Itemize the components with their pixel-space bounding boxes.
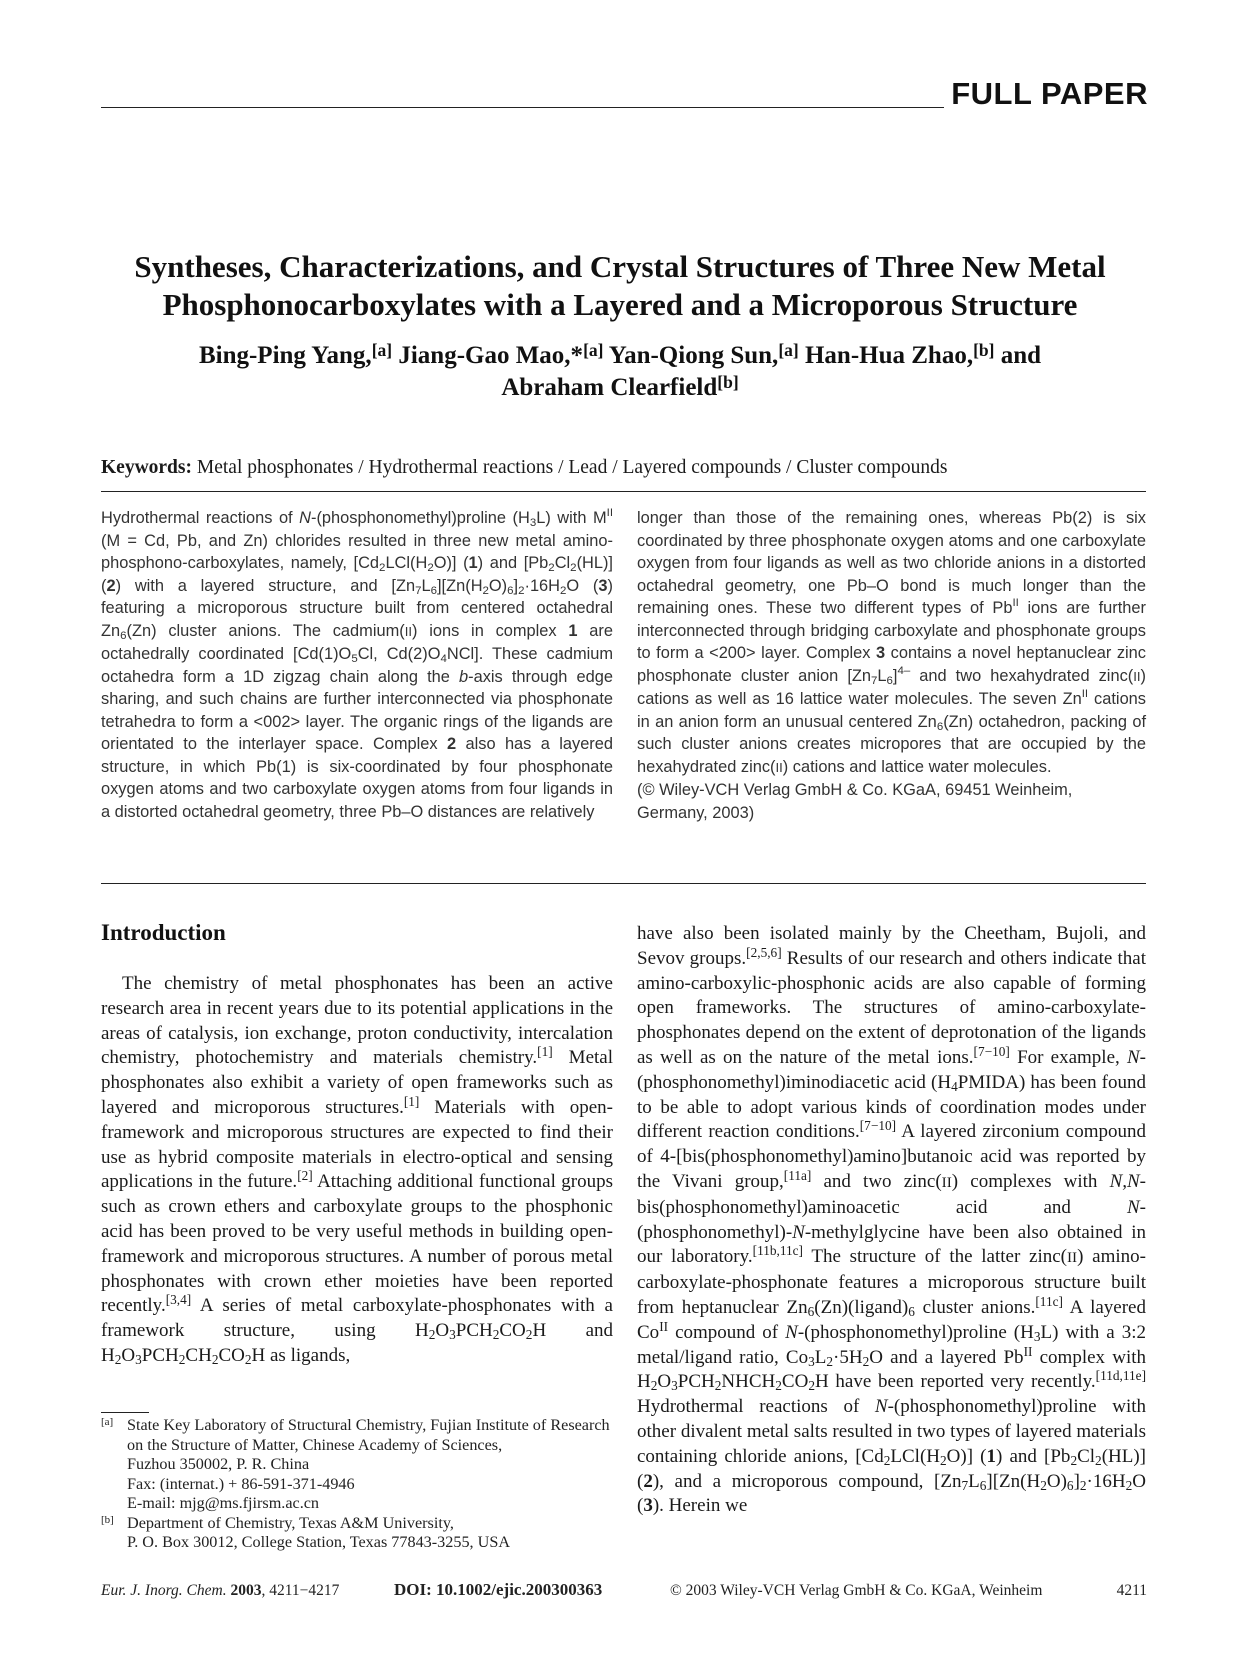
footer-doi: DOI: 10.1002/ejic.200300363: [394, 1580, 603, 1599]
footnote-a-mark: [a]: [101, 1416, 114, 1428]
keywords: [101, 455, 1146, 481]
author-list: [100, 340, 1140, 404]
contact-email: E-mail: mjg@ms.fjirsm.ac.cn: [127, 1494, 320, 1512]
authors-line-1: Bing-Ping Yang,[a] Jiang-Gao Mao,*[a] Yan-Qiong Sun,[a] Han-Hua Zhao,[b] and: [198, 340, 1042, 369]
intro-paragraph: The chemistry of metal phosphonates has been an active research area in recent years due to its potential applications in the areas of catalysis, ion exchange, proton conductivity, intercalation chemistry, photochemistry and materials chemistry.[1] Metal phosphonates also exhibit a variety of open frameworks such as layered and microporous structures.[1] Materials with open-framework and microporous structures are expected to find their use as hybrid composite materials in electro-optical and sensing applications in the future.[2] Attaching additional functional groups such as crown ethers and carboxylate groups to the phosphonic acid has been proved to be very useful methods in building open-framework and microporous structures. A number of porous metal phosphonates with crown ether moieties have been reported recently.[3,4] A series of metal carboxylate-phosphonates with a framework structure, using $H_2O_3PCH_2CO_2H$ and $H_2O_3PCH_2CH_2CO_2H$ as ligands,: [101, 973, 614, 1367]
abstract-top-rule: [101, 491, 1146, 492]
introduction-heading: Introduction: [101, 920, 226, 945]
paper-title: [100, 248, 1140, 324]
footnote-b-mark: [b]: [101, 1513, 114, 1526]
authors-line-2: Abraham Clearfield[b]: [501, 372, 739, 401]
abstract-copyright: (© Wiley-VCH Verlag GmbH & Co. KGaA, 69451 Weinheim, Germany, 2003): [637, 781, 1073, 822]
affiliation-footnotes: [101, 1416, 611, 1553]
footer-copyright: © 2003 Wiley-VCH Verlag GmbH & Co. KGaA, Weinheim: [670, 1582, 1043, 1599]
page-number: 4211: [1116, 1582, 1147, 1599]
abstract-left-column: [101, 507, 613, 823]
footer-citation: Eur. J. Inorg. Chem. 2003, 4211−4217: [101, 1582, 340, 1599]
footnote-b: [b] Department of Chemistry, Texas A&M University, P. O. Box 30012, College Station, Texas 77843-3255, USA: [101, 1514, 611, 1553]
abstract-text-left: Hydrothermal reactions of N-(phosphonomethyl)proline $(H_3L)$ with $M^{II}$ (M = Cd, Pb, and Zn) chlorides resulted in three new metal amino-phosphono-carboxylates, namely, $[Cd_2LCl(H_2O)]$ (1) and $[Pb_2Cl_2(HL)]$ (2) with a layered structure, and $[Zn_7L_6][Zn(H_2O)_6]_2\cdot 16H_2O$ (3) featuring a microporous structure built from centered octahedral $Zn_6(Zn)$ cluster anions. The cadmium(II) ions in complex 1 are octahedrally coordinated [$Cd(1)O_5Cl$, $Cd(2)O_4NCl$]. These cadmium octahedra form a 1D zigzag chain along the b-axis through edge sharing, and such chains are further interconnected via phosphonate tetrahedra to form a <002> layer. The organic rings of the ligands are orientated to the interlayer space. Complex 2 also has a layered structure, in which Pb(1) is six-coordinated by four phosphonate oxygen atoms and two carboxylate oxygen atoms from four ligands in a distorted octahedral geometry, three Pb–O distances are relatively: [101, 507, 614, 821]
keywords-text: Metal phosphonates / Hydrothermal reactions / Lead / Layered compounds / Cluster compounds: [192, 457, 948, 478]
abstract-text-right: longer than those of the remaining ones, whereas Pb(2) is six coordinated by three phosphonate oxygen atoms and one carboxylate oxygen from four ligands as well as two chloride anions in a distorted octahedral geometry, one Pb–O bond is much longer than the remaining ones. These two different types of $Pb^{II}$ ions are further interconnected through bridging carboxylate and phosphonate groups to form a <200> layer. Complex 3 contains a novel heptanuclear zinc phosphonate cluster anion $[Zn_7L_6]^{4-}$ and two hexahydrated zinc(II) cations as well as 16 lattice water molecules. The seven $Zn^{II}$ cations in an anion form an unusual centered $Zn_6(Zn)$ octahedron, packing of such cluster anions creates micropores that are occupied by the hexahydrated zinc(II) cations and lattice water molecules.: [637, 509, 1146, 776]
header-rule: [101, 107, 944, 108]
abstract-right-column: [637, 507, 1146, 824]
body-left-column: [101, 972, 613, 1369]
section-label: FULL PAPER: [951, 76, 1148, 111]
keywords-label: Keywords:: [101, 457, 192, 478]
body-right-column: [637, 922, 1146, 1519]
title-line-1: Syntheses, Characterizations, and Crystal Structures of Three New Metal: [134, 249, 1106, 284]
abstract-bottom-rule: [101, 883, 1146, 884]
intro-paragraph-continued: have also been isolated mainly by the Cheetham, Bujoli, and Sevov groups.[2,5,6] Results of our research and others indicate that amino-carboxylic-phosphonic acids are also capable of forming open frameworks. The structures of amino-carboxylate-phosphonates depend on the extent of deprotonation of the ligands as well as on the nature of the metal ions.[7−10] For example, N-(phosphonomethyl)iminodiacetic acid $(H_4PMIDA)$ has been found to be able to adopt various kinds of coordination modes under different reaction conditions.[7−10] A layered zirconium compound of 4-[bis(phosphonomethyl)amino]butanoic acid was reported by the Vivani group,[11a] and two zinc(II) complexes with N,N-bis(phosphonomethyl)aminoacetic acid and N-(phosphonomethyl)-N-methylglycine have been also obtained in our laboratory.[11b,11c] The structure of the latter zinc(II) amino-carboxylate-phosphonate features a microporous structure built from heptanuclear $Zn_6(Zn)(ligand)_6$ cluster anions.[11c] A layered $Co^{II}$ compound of N-(phosphonomethyl)proline $(H_3L)$ with a 3:2 metal/ligand ratio, $Co_3L_2\cdot 5H_2O$ and a layered $Pb^{II}$ complex with $H_2O_3PCH_2NHCH_2CO_2H$ have been reported very recently.[11d,11e] Hydrothermal reactions of N-(phosphonomethyl)proline with other divalent metal salts resulted in two types of layered materials containing chloride anions, $[Cd_2LCl(H_2O)]$ (1) and $[Pb_2Cl_2(HL)]$ (2), and a microporous compound, $[Zn_7L_6][Zn(H_2O)_6]_2\cdot 16H_2O$ (3). Herein we: [637, 923, 1147, 1517]
footnote-a: [a] State Key Laboratory of Structural Chemistry, Fujian Institute of Research on the Structure of Matter, Chinese Academy of Sciences, Fuzhou 350002, P. R. China Fax: (internat.) + 86-591-371-4946 E-mail: mjg@ms.fjirsm.ac.cn: [101, 1416, 611, 1514]
title-line-2: Phosphonocarboxylates with a Layered and a Microporous Structure: [162, 287, 1078, 322]
